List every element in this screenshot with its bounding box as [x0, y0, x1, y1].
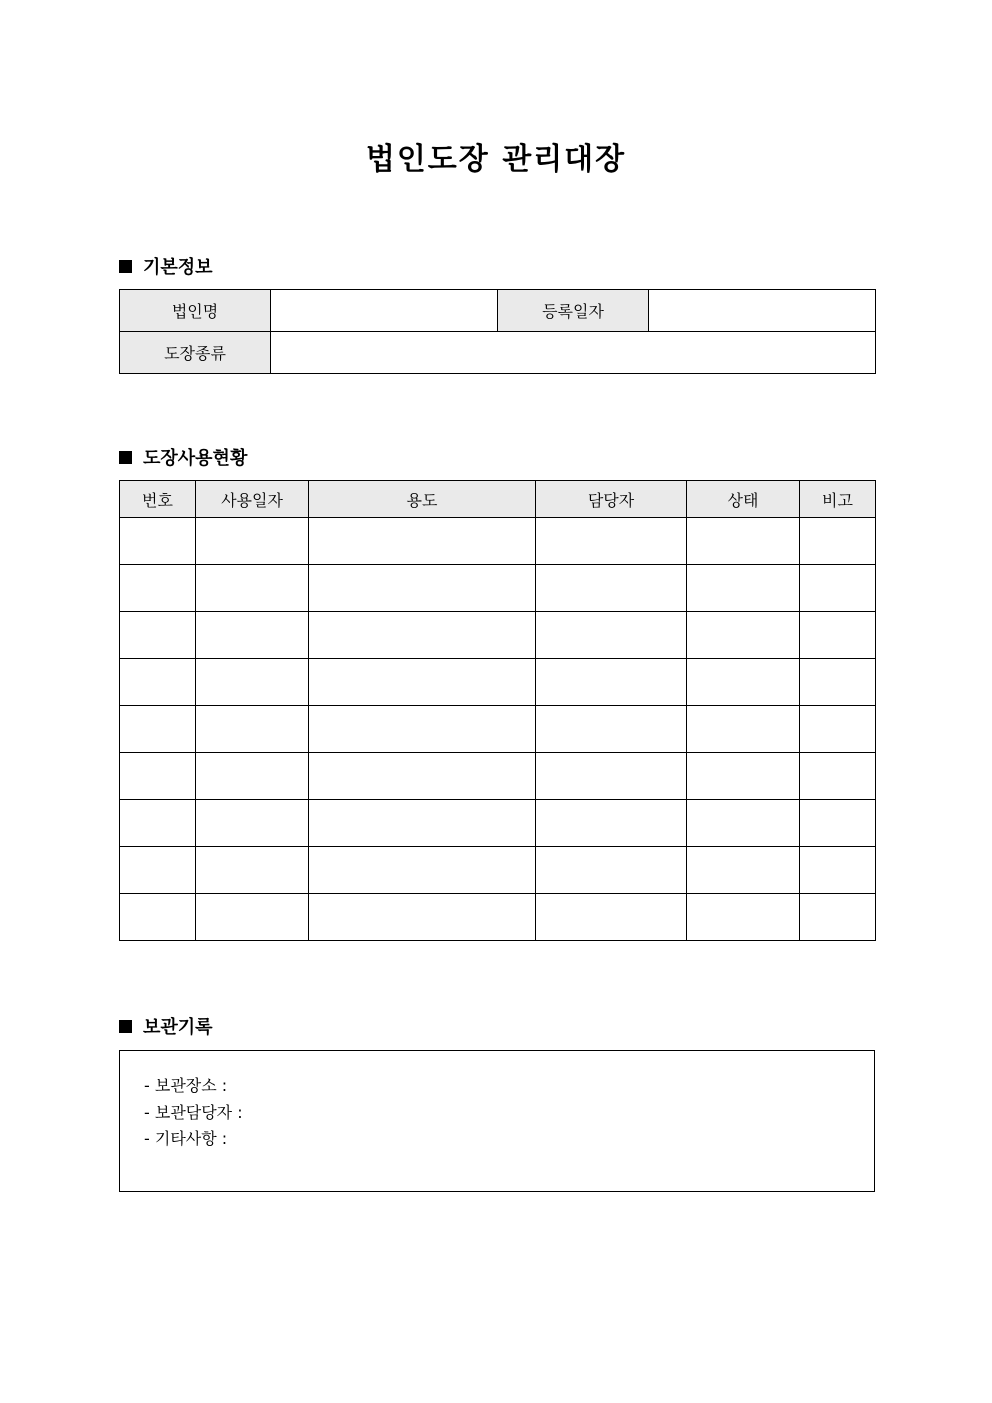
- table-row: [120, 706, 876, 753]
- table-cell[interactable]: [120, 565, 196, 612]
- table-cell[interactable]: [536, 706, 687, 753]
- table-cell[interactable]: [536, 753, 687, 800]
- usage-heading-text: 도장사용현황: [143, 448, 248, 469]
- square-bullet-icon: [119, 1020, 132, 1033]
- table-cell[interactable]: [536, 847, 687, 894]
- table-cell[interactable]: [120, 894, 196, 941]
- seal-type-field[interactable]: [271, 332, 876, 374]
- table-cell[interactable]: [309, 800, 536, 847]
- table-cell[interactable]: [536, 612, 687, 659]
- table-cell[interactable]: [687, 706, 800, 753]
- table-cell[interactable]: [120, 753, 196, 800]
- table-row: [120, 332, 876, 374]
- storage-heading: [119, 1013, 213, 1039]
- table-row: [120, 612, 876, 659]
- table-cell[interactable]: [196, 612, 309, 659]
- table-cell[interactable]: [687, 800, 800, 847]
- column-header-purpose: 용도: [309, 481, 536, 518]
- reg-date-label: 등록일자: [498, 290, 649, 332]
- table-cell[interactable]: [309, 847, 536, 894]
- table-cell[interactable]: [536, 894, 687, 941]
- column-header-remarks: 비고: [800, 481, 876, 518]
- table-cell[interactable]: [309, 518, 536, 565]
- table-cell[interactable]: [687, 659, 800, 706]
- table-cell[interactable]: [309, 659, 536, 706]
- seal-type-label: 도장종류: [120, 332, 271, 374]
- usage-header-row: [120, 481, 876, 518]
- column-header-status: 상태: [687, 481, 800, 518]
- reg-date-field[interactable]: [649, 290, 876, 332]
- table-cell[interactable]: [309, 753, 536, 800]
- table-cell[interactable]: [309, 894, 536, 941]
- table-row: [120, 800, 876, 847]
- table-cell[interactable]: [800, 612, 876, 659]
- column-header-manager: 담당자: [536, 481, 687, 518]
- table-cell[interactable]: [120, 800, 196, 847]
- table-cell[interactable]: [309, 565, 536, 612]
- corp-name-label: 법인명: [120, 290, 271, 332]
- table-cell[interactable]: [120, 706, 196, 753]
- table-cell[interactable]: [120, 612, 196, 659]
- table-cell[interactable]: [800, 706, 876, 753]
- table-cell[interactable]: [196, 706, 309, 753]
- usage-table: [119, 480, 876, 941]
- table-cell[interactable]: [800, 518, 876, 565]
- table-cell[interactable]: [687, 847, 800, 894]
- storage-record-box: [119, 1050, 875, 1192]
- table-cell[interactable]: [309, 706, 536, 753]
- table-cell[interactable]: [800, 894, 876, 941]
- basic-info-heading-text: 기본정보: [143, 257, 213, 278]
- table-cell[interactable]: [196, 659, 309, 706]
- basic-info-table: [119, 289, 876, 374]
- table-cell[interactable]: [196, 800, 309, 847]
- storage-location-item[interactable]: - 보관장소 :: [144, 1076, 228, 1095]
- table-cell[interactable]: [196, 894, 309, 941]
- storage-record-list: [120, 1051, 874, 1153]
- table-row: [120, 659, 876, 706]
- square-bullet-icon: [119, 260, 132, 273]
- table-cell[interactable]: [687, 753, 800, 800]
- table-cell[interactable]: [196, 518, 309, 565]
- table-cell[interactable]: [800, 565, 876, 612]
- table-cell[interactable]: [800, 847, 876, 894]
- table-row: [120, 847, 876, 894]
- storage-heading-text: 보관기록: [143, 1017, 213, 1038]
- table-row: [120, 894, 876, 941]
- table-row: [120, 753, 876, 800]
- page-title: 법인도장 관리대장: [365, 142, 627, 177]
- table-cell[interactable]: [800, 753, 876, 800]
- table-cell[interactable]: [800, 659, 876, 706]
- table-cell[interactable]: [120, 847, 196, 894]
- table-cell[interactable]: [800, 800, 876, 847]
- table-cell[interactable]: [196, 753, 309, 800]
- column-header-date: 사용일자: [196, 481, 309, 518]
- corp-name-field[interactable]: [271, 290, 498, 332]
- table-cell[interactable]: [196, 847, 309, 894]
- table-cell[interactable]: [687, 518, 800, 565]
- table-row: [120, 565, 876, 612]
- table-cell[interactable]: [536, 518, 687, 565]
- storage-other-item[interactable]: - 기타사항 :: [144, 1129, 228, 1148]
- storage-manager-item[interactable]: - 보관담당자 :: [144, 1102, 243, 1122]
- table-row: [120, 518, 876, 565]
- table-cell[interactable]: [120, 518, 196, 565]
- table-cell[interactable]: [687, 612, 800, 659]
- table-cell[interactable]: [687, 565, 800, 612]
- table-cell[interactable]: [687, 894, 800, 941]
- table-cell[interactable]: [196, 565, 309, 612]
- table-row: [120, 290, 876, 332]
- table-cell[interactable]: [536, 565, 687, 612]
- table-cell[interactable]: [536, 659, 687, 706]
- table-cell[interactable]: [120, 659, 196, 706]
- table-cell[interactable]: [309, 612, 536, 659]
- usage-heading: [119, 444, 247, 470]
- basic-info-heading: [119, 253, 213, 279]
- column-header-number: 번호: [120, 481, 196, 518]
- square-bullet-icon: [119, 451, 132, 464]
- table-cell[interactable]: [536, 800, 687, 847]
